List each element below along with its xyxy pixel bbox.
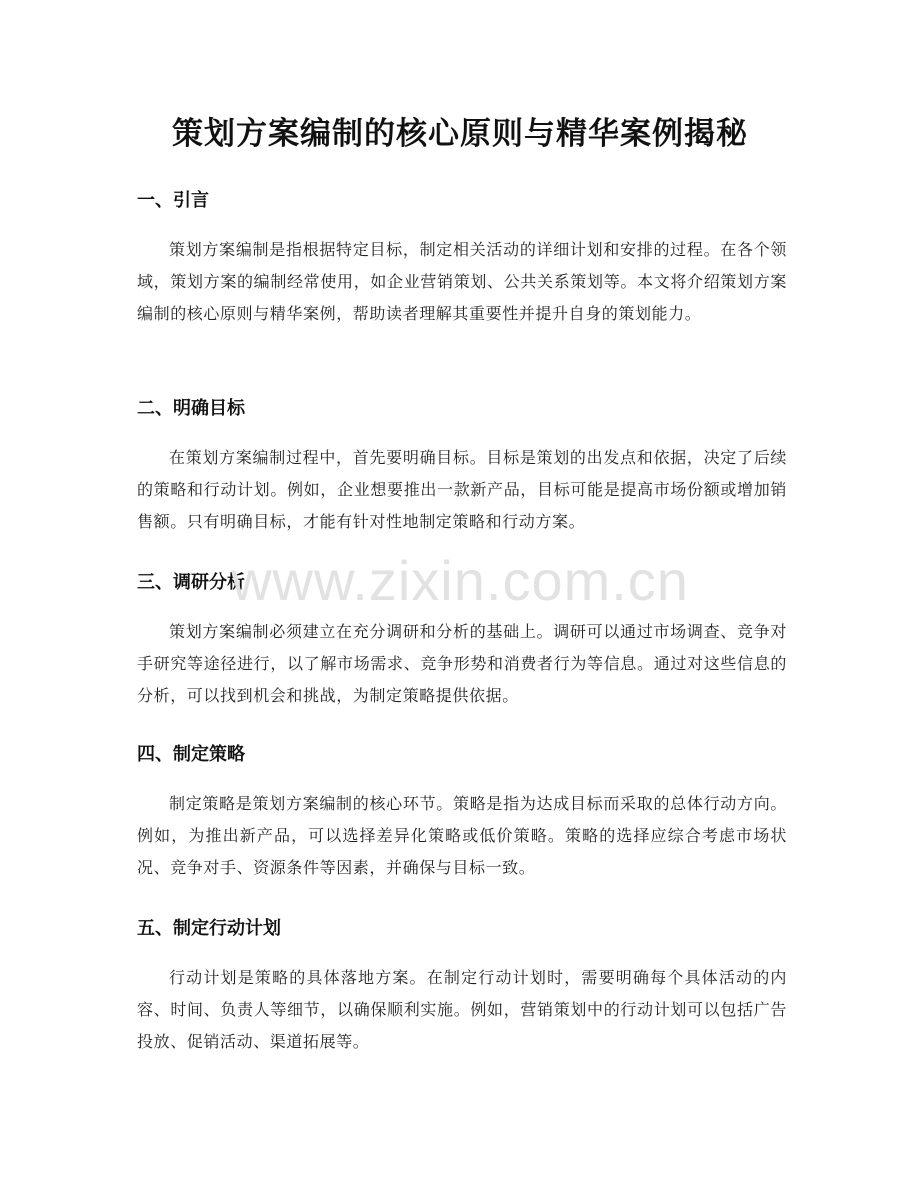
section-body: 制定策略是策划方案编制的核心环节。策略是指为达成目标而采取的总体行动方向。例如，为推出新产品，可以选择差异化策略或低价策略。策略的选择应综合考虑市场状况、竞争对手、资源条件等因素，并确保与目标一致。 — [137, 794, 787, 877]
section-action-plan — [137, 916, 787, 1058]
section-heading: 二、明确目标 — [137, 398, 245, 419]
section-heading: 四、制定策略 — [137, 744, 245, 765]
section-body: 策划方案编制是指根据特定目标，制定相关活动的详细计划和安排的过程。在各个领域，策划方案的编制经常使用，如企业营销策划、公共关系策划等。本文将介绍策划方案编制的核心原则与精华案例，帮助读者理解其重要性并提升自身的策划能力。 — [137, 240, 787, 323]
section-body: 策划方案编制必须建立在充分调研和分析的基础上。调研可以通过市场调查、竞争对手研究等途径进行，以了解市场需求、竞争形势和消费者行为等信息。通过对这些信息的分析，可以找到机会和挑战，为制定策略提供依据。 — [137, 622, 787, 705]
section-strategy — [137, 742, 787, 884]
document-title: 策划方案编制的核心原则与精华案例揭秘 — [172, 116, 748, 152]
section-heading: 三、调研分析 — [137, 572, 245, 593]
watermark: www.zixin.com.cn — [231, 549, 689, 612]
section-introduction — [137, 188, 787, 330]
section-body: 在策划方案编制过程中，首先要明确目标。目标是策划的出发点和依据，决定了后续的策略和行动计划。例如，企业想要推出一款新产品，目标可能是提高市场份额或增加销售额。只有明确目标，才能有针对性地制定策略和行动方案。 — [137, 448, 787, 531]
section-body: 行动计划是策略的具体落地方案。在制定行动计划时，需要明确每个具体活动的内容、时间、负责人等细节，以确保顺利实施。例如，营销策划中的行动计划可以包括广告投放、促销活动、渠道拓展等。 — [137, 968, 787, 1051]
section-heading: 五、制定行动计划 — [137, 918, 281, 939]
section-clear-goals — [137, 396, 787, 538]
section-heading: 一、引言 — [137, 190, 209, 211]
section-research-analysis — [137, 570, 787, 712]
